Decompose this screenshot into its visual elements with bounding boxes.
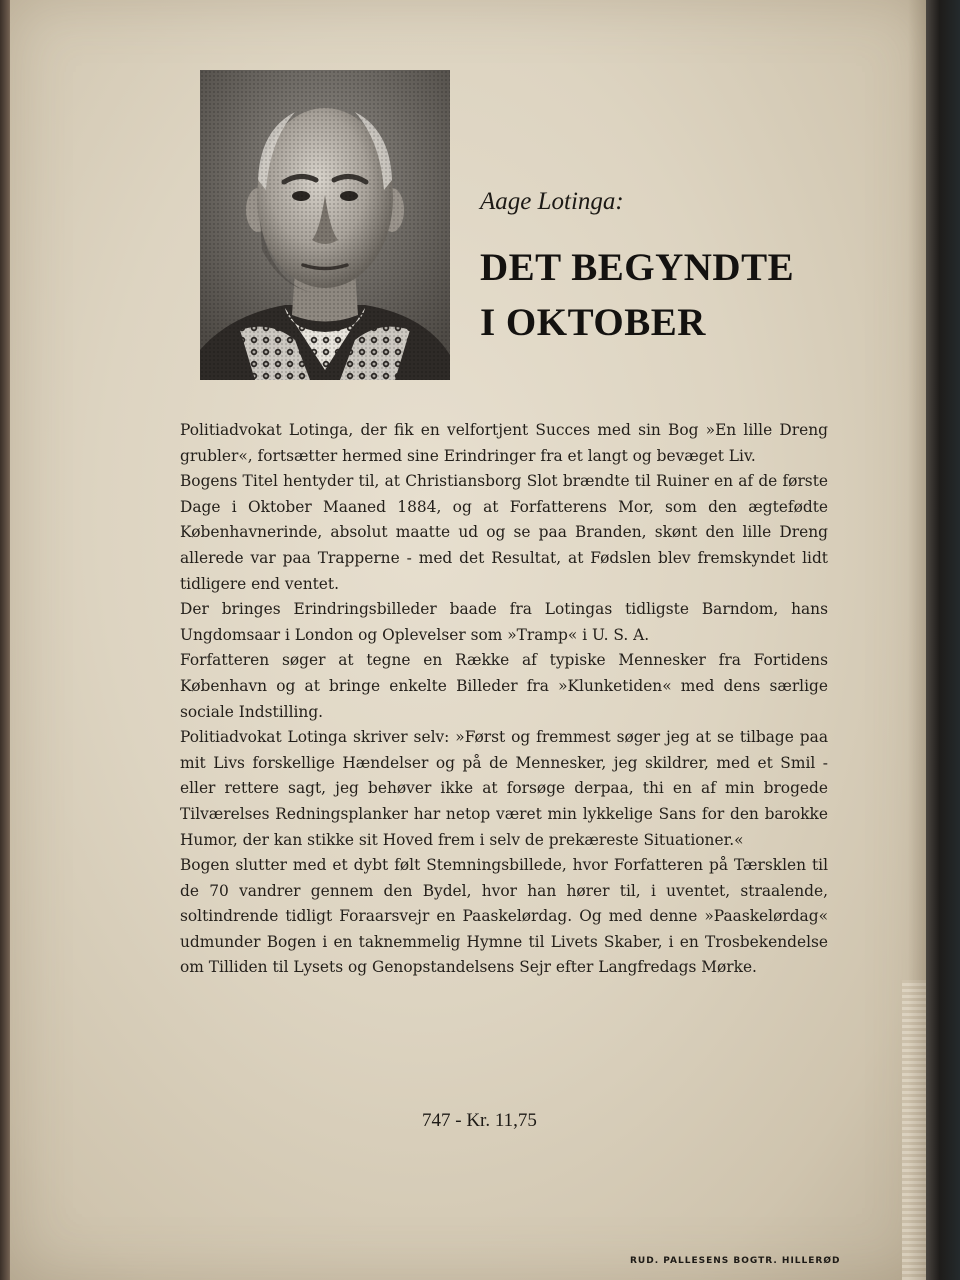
author-portrait bbox=[200, 70, 450, 380]
description-paragraph: Forfatteren søger at tegne en Række af typiske Mennesker fra Fortidens København og at bringe enkelte Billeder fra »Klunketiden« med dens særlige sociale Indstilling. bbox=[180, 651, 828, 721]
book-title-line: DET BEGYNDTE bbox=[480, 246, 795, 289]
description-paragraph: Bogens Titel hentyder til, at Christiansborg Slot brændte til Ruiner en af de første Dage i Oktober Maaned 1884, og at Forfatterens Mor, som den ægtefødte Københavnerinde, absolut maatte ud og se paa Branden, skønt den lille Dreng allerede var paa Trapperne - med det Resultat, at Fødslen blev fremskyndet lidt tidligere end ventet. bbox=[180, 472, 828, 593]
book-title bbox=[480, 240, 880, 350]
printer-imprint: RUD. PALLESENS BOGTR. HILLERØD bbox=[630, 1256, 841, 1266]
price-line: 747 - Kr. 11,75 bbox=[422, 1110, 537, 1131]
author-name: Aage Lotinga: bbox=[480, 188, 624, 215]
worn-page-edge bbox=[902, 980, 928, 1280]
description-paragraph: Bogen slutter med et dybt følt Stemningsbillede, hvor Forfatteren på Tærsklen til de 70 vandrer gennem den Bydel, hvor han hører til, i uventet, straalende, soltindrende tidligt Foraarsvejr en Paaskelørdag. Og med denne »Paaskelørdag« udmunder Bogen i en taknemmelig Hymne til Livets Skaber, i en Trosbekendelse om Tilliden til Lysets og Genopstandelsens Sejr efter Langfredags Mørke. bbox=[180, 856, 828, 977]
back-cover bbox=[10, 0, 930, 1280]
description-paragraph: Der bringes Erindringsbilleder baade fra Lotingas tidligste Barndom, hans Ungdomsaar i London og Oplevelser som »Tramp« i U. S. A. bbox=[180, 600, 828, 644]
description-text bbox=[180, 418, 828, 981]
description-paragraph: Politiadvokat Lotinga, der fik en velfortjent Succes med sin Bog »En lille Dreng grubler«, fortsætter hermed sine Erindringer fra et langt og bevæget Liv. bbox=[180, 421, 828, 465]
book-title-line: I OKTOBER bbox=[480, 301, 706, 344]
description-paragraph: Politiadvokat Lotinga skriver selv: »Først og fremmest søger jeg at se tilbage paa mit Livs forskellige Hændelser og på de Mennesker, jeg skildrer, med et Smil - eller rettere sagt, jeg behøver ikke at forsøge derpaa, thi en af min brogede Tilværelses Redningsplanker har netop været min lykkelige Sans for den barokke Humor, der kan stikke sit Hoved frem i selv de prekæreste Situationer.« bbox=[180, 728, 828, 849]
background-edge bbox=[926, 0, 960, 1280]
